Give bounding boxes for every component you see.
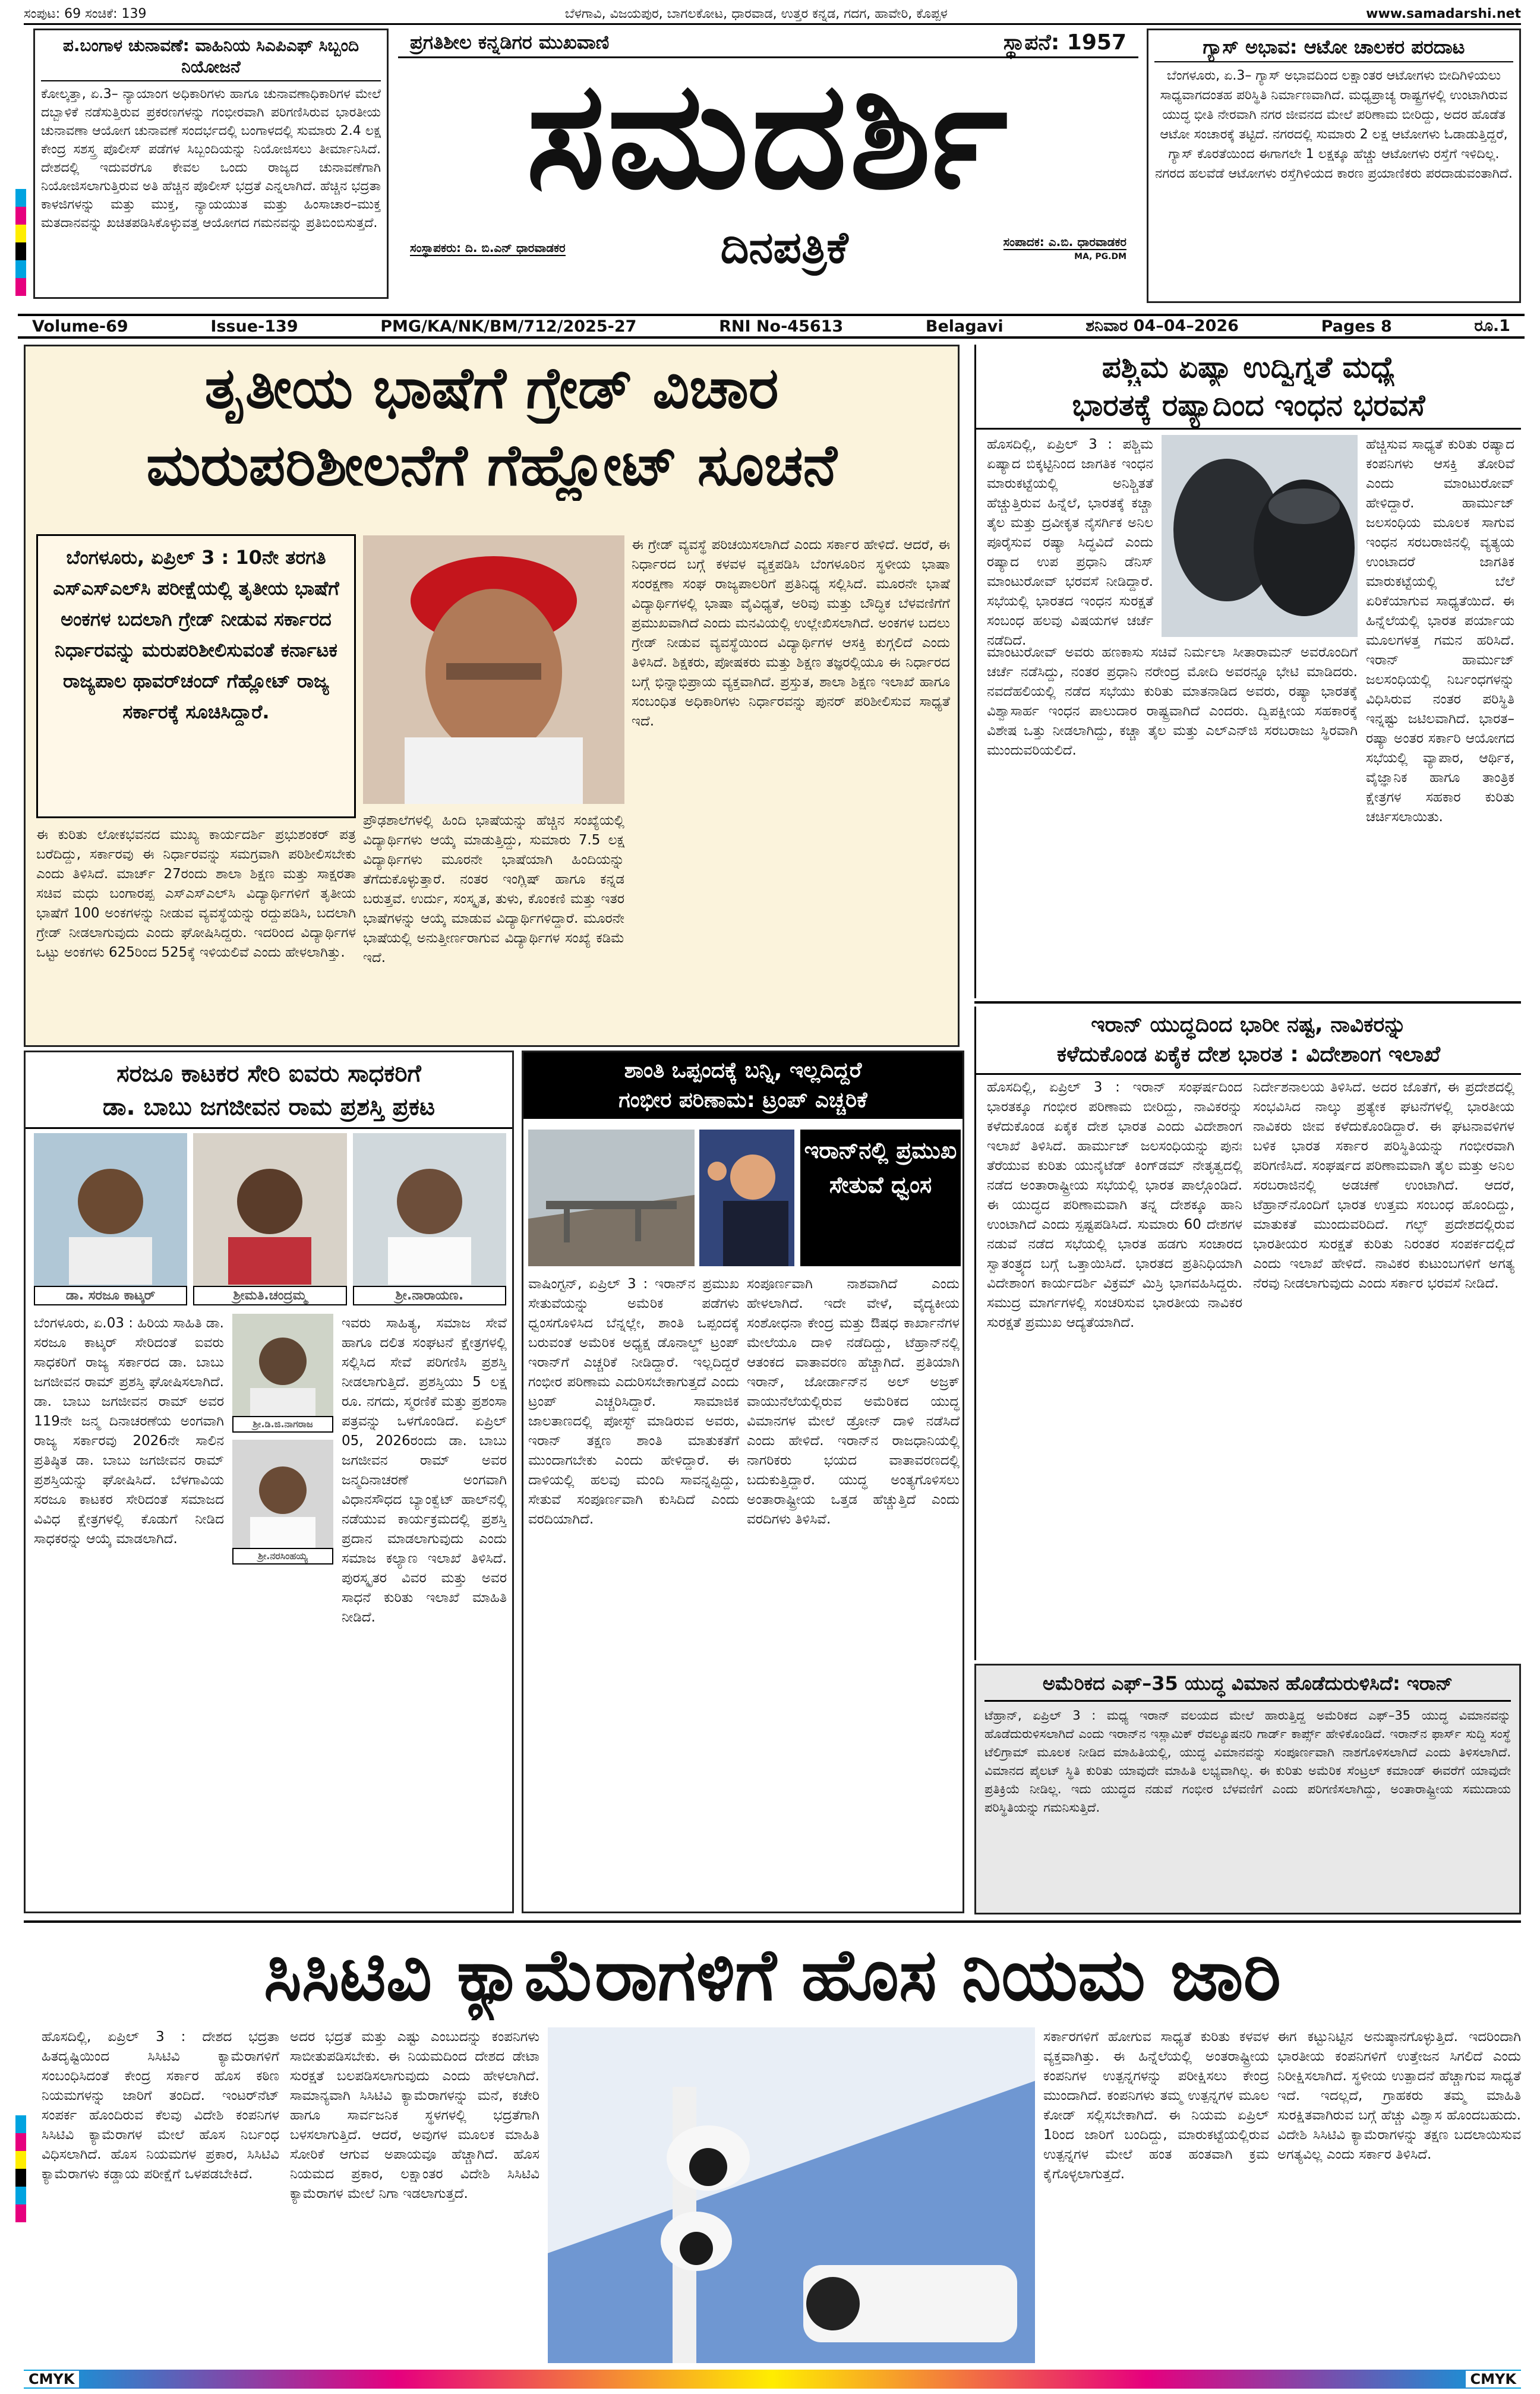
masthead-founder: ಸಂಸ್ಥಾಪಕರು: ದಿ. ಬಿ.ಎನ್ ಧಾರವಾಡಕರ — [410, 240, 566, 255]
person-portrait-icon — [241, 1326, 324, 1421]
person-portrait-icon — [699, 1130, 794, 1266]
info-date: ಶನಿವಾರ 04–04–2026 — [1085, 317, 1239, 335]
masthead-editor-degree: MA, PG.DM — [1074, 252, 1126, 261]
iran-war-headline-2: ಕಳೆದುಕೊಂಡ ಏಕೈಕ ದೇಶ ಭಾರತ : ವಿದೇಶಾಂಗ ಇಲಾಖೆ — [976, 1040, 1521, 1075]
info-rni: RNI No-45613 — [719, 317, 844, 336]
divider — [24, 1920, 1521, 1923]
lead-story — [24, 345, 960, 1047]
masthead-title: ಸಮದರ್ಶಿ — [526, 58, 1011, 219]
photo-chandramma — [193, 1133, 346, 1305]
trump-headline-1: ಶಾಂತಿ ಒಪ್ಪಂದಕ್ಕೆ ಬನ್ನಿ, ಇಲ್ಲದಿದ್ದರೆ — [624, 1058, 862, 1083]
cctv-col-a: ಹೊಸದಿಲ್ಲಿ, ಏಪ್ರಿಲ್ 3 : ದೇಶದ ಭದ್ರತಾ ಹಿತದೃಷ್ಟಿಯಿಂದ ಸಿಸಿಟಿವಿ ಕ್ಯಾಮೆರಾಗಳಿಗೆ ಸಂಬಂಧಿಸಿದಂತೆ ಕೇಂದ್ರ ಸರ್ಕಾರ ಹೊಸ ಕಠಿಣ ನಿಯಮಗಳನ್ನು ಜಾರಿಗೆ ತಂದಿದೆ. ಇಂಟರ್‌ನೆಟ್ ಸಂಪರ್ಕ ಹೊಂದಿರುವ ಕೆಲವು ವಿದೇಶಿ ಕಂಪನಿಗಳ ಸಿಸಿಟಿವಿ ಕ್ಯಾಮೆರಾಗಳ ಮೇಲೆ ಹೊಸ ನಿರ್ಬಂಧ ವಿಧಿಸಲಾಗಿದೆ. ಹೊಸ ನಿಯಮಗಳ ಪ್ರಕಾರ, ಸಿಸಿಟಿವಿ ಕ್ಯಾಮೆರಾಗಳು ಕಡ್ಡಾಯ ಪರೀಕ್ಷೆಗೆ ಒಳಪಡಬೇಕಿದೆ. — [42, 2029, 279, 2182]
west-asia-col-b: ಹೆಚ್ಚಿಸುವ ಸಾಧ್ಯತೆ ಕುರಿತು ರಷ್ಯಾದ ಕಂಪನಿಗಳು ಆಸಕ್ತಿ ತೋರಿವೆ ಎಂದು ಮಾಂಟುರೋವ್ ಹೇಳಿದ್ದಾರೆ. ಹಾರ್ಮುಜ್ ಜಲಸಂಧಿಯ ಮೂಲಕ ಸಾಗುವ ಇಂಧನ ಸರಬರಾಜಿನಲ್ಲಿ ವ್ಯತ್ಯಯ ಉಂಟಾದರೆ ಜಾಗತಿಕ ಮಾರುಕಟ್ಟೆಯಲ್ಲಿ ಬೆಲೆ ಏರಿಕೆಯಾಗುವ ಸಾಧ್ಯತೆಯಿದೆ. ಈ ಹಿನ್ನೆಲೆಯಲ್ಲಿ ಭಾರತ ಪರ್ಯಾಯ ಮೂಲಗಳತ್ತ ಗಮನ ಹರಿಸಿದೆ. ಇರಾನ್ ಹಾರ್ಮುಜ್ ಜಲಸಂಧಿಯಲ್ಲಿ ನಿರ್ಬಂಧಗಳನ್ನು ವಿಧಿಸಿರುವ ನಂತರ ಪರಿಸ್ಥಿತಿ ಇನ್ನಷ್ಟು ಜಟಿಲವಾಗಿದೆ. ಭಾರತ–ರಷ್ಯಾ ಅಂತರ ಸರ್ಕಾರಿ ಆಯೋಗದ ಸಭೆಯಲ್ಲಿ ವ್ಯಾಪಾರ, ಆರ್ಥಿಕ, ವೈಜ್ಞಾನಿಕ ಹಾಗೂ ತಾಂತ್ರಿಕ ಕ್ಷೇತ್ರಗಳ ಸಹಕಾರ ಕುರಿತು ಚರ್ಚಿಸಲಾಯಿತು. — [1366, 437, 1514, 825]
footer-cmyk-left: CMYK — [24, 2371, 79, 2387]
info-registration: PMG/KA/NK/BM/712/2025-27 — [380, 317, 637, 336]
gas-shortage-box — [1147, 29, 1521, 303]
top-strip — [24, 5, 1521, 25]
bengal-election-body: ಕೋಲ್ಕತ್ತಾ, ಏ.3– ನ್ಯಾಯಾಂಗ ಅಧಿಕಾರಿಗಳು ಹಾಗೂ ಚುನಾವಣಾಧಿಕಾರಿಗಳ ಮೇಲೆ ದಬ್ಬಾಳಿಕೆ ನಡೆಸುತ್ತಿರುವ ಪ್ರಕರಣಗಳನ್ನು ಗಂಭೀರವಾಗಿ ಪರಿಗಣಿಸಿರುವ ಭಾರತೀಯ ಚುನಾವಣಾ ಆಯೋಗ ಚುನಾವಣೆ ಸಂದರ್ಭದಲ್ಲಿ ಬಂಗಾಳದಲ್ಲಿ ಸುಮಾರು 2.4 ಲಕ್ಷ ಕೇಂದ್ರ ಸಶಸ್ತ್ರ ಪೊಲೀಸ್ ಪಡೆಗಳ ಸಿಬ್ಬಂದಿಯನ್ನು ನಿಯೋಜಿಸಲು ತೀರ್ಮಾನಿಸಿದೆ. ದೇಶದಲ್ಲಿ ಇದುವರೆಗೂ ಕೇವಲ ಒಂದು ರಾಜ್ಯದ ಚುನಾವಣೆಗಾಗಿ ನಿಯೋಜಿಸಲಾಗುತ್ತಿರುವ ಅತಿ ಹೆಚ್ಚಿನ ಪೊಲೀಸ್ ಭದ್ರತೆ ಎನ್ನಲಾಗಿದೆ. ಹೆಚ್ಚಿನ ಭದ್ರತಾ ಕಾಳಜಿಗಳನ್ನು ಮತ್ತು ಮುಕ್ತ, ನ್ಯಾಯಯುತ ಮತ್ತು ಹಿಂಸಾಚಾರ–ಮುಕ್ತ ಮತದಾನವನ್ನು ಖಚಿತಪಡಿಸಿಕೊಳ್ಳುವತ್ತ ಆಯೋಗದ ಗಮನವನ್ನು ಪ್ರತಿಬಿಂಬಿಸುತ್ತದೆ. — [41, 87, 381, 231]
photo-narayana — [353, 1133, 506, 1305]
divider — [974, 1001, 1521, 1004]
west-asia-headline-1: ಪಶ್ಚಿಮ ಏಷ್ಯಾ ಉದ್ವಿಗ್ನತೆ ಮಧ್ಯೆ — [1102, 350, 1396, 384]
masthead-editor: ಸಂಪಾದಕ: ಎ.ಬಿ. ಧಾರವಾಡಕರ — [1003, 235, 1126, 249]
info-volume: Volume-69 — [32, 317, 128, 336]
footer-cmyk-right: CMYK — [1466, 2371, 1521, 2387]
lead-highlight: ಬೆಂಗಳೂರು, ಏಪ್ರಿಲ್ 3 : 10ನೇ ತರಗತಿ ಎಸ್‌ಎಸ್‌ಎಲ್‌ಸಿ ಪರೀಕ್ಷೆಯಲ್ಲಿ ತೃತೀಯ ಭಾಷೆಗೆ ಅಂಕಗಳ ಬದಲಾಗಿ ಗ್ರೇಡ್ ನೀಡುವ ಸರ್ಕಾರದ ನಿರ್ಧಾರವನ್ನು ಮರುಪರಿಶೀಲಿಸುವಂತೆ ಕರ್ನಾಟಕ ರಾಜ್ಯಪಾಲ ಥಾವರ್‌ಚಂದ್ ಗೆಹ್ಲೋಟ್ ರಾಜ್ಯ ಸರ್ಕಾರಕ್ಕೆ ಸೂಚಿಸಿದ್ದಾರೆ. — [36, 534, 356, 818]
masthead-subtitle: ದಿನಪತ್ರಿಕೆ — [720, 222, 848, 273]
west-asia-col-a: ಹೊಸದಿಲ್ಲಿ, ಏಪ್ರಿಲ್ 3 : ಪಶ್ಚಿಮ ಏಷ್ಯಾದ ಬಿಕ್ಕಟ್ಟಿನಿಂದ ಜಾಗತಿಕ ಇಂಧನ ಮಾರುಕಟ್ಟೆಯಲ್ಲಿ ಅನಿಶ್ಚಿತತೆ ಹೆಚ್ಚುತ್ತಿರುವ ಹಿನ್ನೆಲೆ, ಭಾರತಕ್ಕೆ ಕಚ್ಚಾ ತೈಲ ಮತ್ತು ದ್ರವೀಕೃತ ನೈಸರ್ಗಿಕ ಅನಿಲ ಪೂರೈಸುವ ರಷ್ಯಾ ಸಿದ್ಧವಿದೆ ಎಂದು ರಷ್ಯಾದ ಉಪ ಪ್ರಧಾನಿ ಡೆನಿಸ್ ಮಾಂಟುರೋವ್ ಭರವಸೆ ನೀಡಿದ್ದಾರೆ. ಸಭೆಯಲ್ಲಿ ಭಾರತದ ಇಂಧನ ಸುರಕ್ಷತೆ ಸಂಬಂಧ ಹಲವು ವಿಷಯಗಳ ಚರ್ಚೆ ನಡೆದಿದೆ. — [987, 437, 1153, 648]
person-portrait-icon — [241, 1455, 324, 1550]
masthead — [398, 29, 1138, 309]
person-portrait-icon — [57, 1154, 164, 1285]
f35-headline: ಅಮೆರಿಕದ ಎಫ್–35 ಯುದ್ಧ ವಿಮಾನ ಹೊಡೆದುರುಳಿಸಿದೆ: ಇರಾನ್ — [984, 1670, 1511, 1702]
lead-headline-1: ತೃತೀಯ ಭಾಷೆಗೆ ಗ್ರೇಡ್ ವಿಚಾರ — [204, 355, 779, 421]
info-price: ರೂ.1 — [1474, 317, 1510, 335]
bridge-destroyed-inset: ಇರಾನ್‌ನಲ್ಲಿ ಪ್ರಮುಖ ಸೇತುವೆ ಧ್ವಂಸ — [800, 1130, 961, 1266]
caption-nagaraj: ಶ್ರೀ.ಡಿ.ಜಿ.ನಾಗರಾಜ — [232, 1416, 333, 1433]
iran-war-col-b: ನಿರ್ದೇಶನಾಲಯ ತಿಳಿಸಿದೆ. ಅದರ ಜೊತೆಗೆ, ಈ ಪ್ರದೇಶದಲ್ಲಿ ಸಂಭವಿಸಿದ ನಾಲ್ಕು ಪ್ರತ್ಯೇಕ ಘಟನೆಗಳಲ್ಲಿ ಭಾರತೀಯ ನಾವಿಕರು ಜೀವ ಕಳೆದುಕೊಂಡಿದ್ದಾರೆ. ಈ ಘಟನಾವಳಿಗಳ ಬಳಿಕ ಭಾರತ ಸರ್ಕಾರ ಪರಿಸ್ಥಿತಿಯನ್ನು ಗಂಭೀರವಾಗಿ ಪರಿಗಣಿಸಿದೆ. ಸಂಘರ್ಷದ ಪರಿಣಾಮವಾಗಿ ತೈಲ ಮತ್ತು ಅನಿಲ ಸರಬರಾಜಿನಲ್ಲಿ ಅಡಚಣೆ ಉಂಟಾಗಿದೆ. ಆದರೆ, ಟೆಹ್ರಾನ್‌ನೊಂದಿಗೆ ಭಾರತ ಉತ್ತಮ ಸಂಬಂಧ ಹೊಂದಿದ್ದು, ಮಾತುಕತೆ ಮುಂದುವರಿದಿದೆ. ಗಲ್ಫ್ ಪ್ರದೇಶದಲ್ಲಿರುವ ಭಾರತೀಯರ ಸುರಕ್ಷತೆ ಕುರಿತು ನಿರಂತರ ಸಂಪರ್ಕದಲ್ಲಿದೆ ಎಂದು ಇಲಾಖೆ ಹೇಳಿದೆ. ನಾವಿಕರ ಕುಟುಂಬಗಳಿಗೆ ಅಗತ್ಯ ನೆರವು ನೀಡಲಾಗುವುದು ಎಂದು ಸರ್ಕಾರ ಭರವಸೆ ನೀಡಿದೆ. — [1253, 1080, 1514, 1291]
info-issue: Issue-139 — [210, 317, 298, 336]
west-asia-headline-2: ಭಾರತಕ್ಕೆ ರಷ್ಯಾದಿಂದ ಇಂಧನ ಭರವಸೆ — [976, 386, 1521, 430]
photo-narasimhaiah — [232, 1440, 333, 1565]
bengal-election-box — [33, 29, 389, 299]
west-asia-col-c: ಮಾಂಟುರೋವ್ ಅವರು ಹಣಕಾಸು ಸಚಿವೆ ನಿರ್ಮಲಾ ಸೀತಾರಾಮನ್ ಅವರೊಂದಿಗೆ ಚರ್ಚೆ ನಡೆಸಿದ್ದು, ನಂತರ ಪ್ರಧಾನಿ ನರೇಂದ್ರ ಮೋದಿ ಅವರನ್ನೂ ಭೇಟಿ ಮಾಡಿದರು. ನವದೆಹಲಿಯಲ್ಲಿ ನಡೆದ ಸಭೆಯು ಕುರಿತು ಮಾತನಾಡಿದ ಅವರು, ರಷ್ಯಾ ಭಾರತಕ್ಕೆ ವಿಶ್ವಾಸಾರ್ಹ ಇಂಧನ ಪಾಲುದಾರ ರಾಷ್ಟ್ರವಾಗಿದೆ ಎಂದರು. ದ್ವಿಪಕ್ಷೀಯ ಸಹಕಾರಕ್ಕೆ ವಿಶೇಷ ಒತ್ತು ನೀಡಲಾಗಿದ್ದು, ಕಚ್ಚಾ ತೈಲ ಮತ್ತು ಎಲ್‌ಎನ್‌ಜಿ ಸರಬರಾಜು ಸ್ಥಿರವಾಗಿ ಮುಂದುವರಿಯಲಿದೆ. — [987, 645, 1358, 758]
iran-war-headline-1: ಇರಾನ್ ಯುದ್ಧದಿಂದ ಭಾರೀ ನಷ್ಟ, ನಾವಿಕರನ್ನು — [1091, 1013, 1406, 1037]
trump-col-b: ಸಂಪೂರ್ಣವಾಗಿ ನಾಶವಾಗಿದೆ ಎಂದು ಹೇಳಲಾಗಿದೆ. ಇದೇ ವೇಳೆ, ವೈದ್ಯಕೀಯ ಸಂಶೋಧನಾ ಕೇಂದ್ರ ಮತ್ತು ಔಷಧ ಕಾರ್ಖಾನೆಗಳ ಮೇಲೆಯೂ ದಾಳಿ ನಡೆದಿದ್ದು, ಟೆಹ್ರಾನ್‌ನಲ್ಲಿ ಆತಂಕದ ವಾತಾವರಣ ಹೆಚ್ಚಾಗಿದೆ. ಪ್ರತಿಯಾಗಿ ಇರಾನ್, ಜೋರ್ಡಾನ್‌ನ ಅಲ್ ಅಜ್ರಕ್ ವಾಯುನೆಲೆಯಲ್ಲಿರುವ ಅಮೆರಿಕದ ಯುದ್ಧ ವಿಮಾನಗಳ ಮೇಲೆ ಡ್ರೋನ್ ದಾಳಿ ನಡೆಸಿದೆ ಎಂದು ಹೇಳಿದೆ. ಇರಾನ್‌ನ ರಾಜಧಾನಿಯಲ್ಲಿ ನಾಗರಿಕರು ಭಯದ ವಾತಾವರಣದಲ್ಲಿ ಬದುಕುತ್ತಿದ್ದಾರೆ. ಯುದ್ಧ ಅಂತ್ಯಗೊಳಿಸಲು ಅಂತಾರಾಷ್ಟ್ರೀಯ ಒತ್ತಡ ಹೆಚ್ಚುತ್ತಿದೆ ಎಂದು ವರದಿಗಳು ತಿಳಿಸಿವೆ. — [747, 1276, 960, 1527]
edition-districts: ಬೆಳಗಾವಿ, ವಿಜಯಪುರ, ಬಾಗಲಕೋಟ, ಧಾರವಾಡ, ಉತ್ತರ ಕನ್ನಡ, ಗದಗ, ಹಾವೇರಿ, ಕೊಪ್ಪಳ — [564, 7, 948, 21]
gas-shortage-body: ಬೆಂಗಳೂರು, ಏ.3– ಗ್ಯಾಸ್ ಅಭಾವದಿಂದ ಲಕ್ಷಾಂತರ ಆಟೋಗಳು ಬೀದಿಗಿಳಿಯಲು ಸಾಧ್ಯವಾಗದಂತಹ ಪರಿಸ್ಥಿತಿ ನಿರ್ಮಾಣವಾಗಿದೆ. ಮಧ್ಯಪ್ರಾಚ್ಯ ರಾಷ್ಟ್ರಗಳಲ್ಲಿ ಉಂಟಾಗಿರುವ ಯುದ್ಧ ಭೀತಿ ನೇರವಾಗಿ ನಗರ ಜೀವನದ ಮೇಲೆ ಪರಿಣಾಮ ಬೀರಿದ್ದು, ಅದರ ಹೊಡೆತ ಆಟೋ ಸಂಚಾರಕ್ಕೆ ತಟ್ಟಿದೆ. ನಗರದಲ್ಲಿ ಸುಮಾರು 2 ಲಕ್ಷ ಆಟೋಗಳು ಓಡಾಡುತ್ತಿದ್ದರೆ, ಗ್ಯಾಸ್ ಕೊರತೆಯಿಂದ ಈಗಾಗಲೇ 1 ಲಕ್ಷಕ್ಕೂ ಹೆಚ್ಚು ಆಟೋಗಳು ರಸ್ತೆಗೆ ಇಳಿದಿಲ್ಲ. ನಗರದ ಹಲವೆಡೆ ಆಟೋಗಳು ರಸ್ತೆಗಿಳಿಯದ ಕಾರಣ ಪ್ರಯಾಣಿಕರು ಪರದಾಡುವಂತಾಗಿದೆ. — [1155, 68, 1513, 181]
caption-narayana: ಶ್ರೀ.ನಾರಾಯಣ. — [353, 1286, 506, 1305]
caption-narasimhaiah: ಶ್ರೀ.ನರಸಿಂಹಯ್ಯ — [232, 1548, 333, 1565]
cctv-camera-photo — [548, 2027, 1035, 2363]
cctv-col-c: ಸರ್ಕಾರಗಳಿಗೆ ಹೋಗುವ ಸಾಧ್ಯತೆ ಕುರಿತು ಕಳವಳ ವ್ಯಕ್ತವಾಗಿತ್ತು. ಈ ಹಿನ್ನೆಲೆಯಲ್ಲಿ ಅಂತರಾಷ್ಟ್ರೀಯ ಕಂಪನಿಗಳ ಉತ್ಪನ್ನಗಳನ್ನು ಪರೀಕ್ಷಿಸಲು ಕೇಂದ್ರ ಮುಂದಾಗಿದೆ. ಕಂಪನಿಗಳು ತಮ್ಮ ಉತ್ಪನ್ನಗಳ ಮೂಲ ಕೋಡ್ ಸಲ್ಲಿಸಬೇಕಾಗಿದೆ. ಈ ನಿಯಮ ಏಪ್ರಿಲ್ 1ರಿಂದ ಜಾರಿಗೆ ಬಂದಿದ್ದು, ಮಾರುಕಟ್ಟೆಯಲ್ಲಿರುವ ಉತ್ಪನ್ನಗಳ ಮೇಲೆ ಹಂತ ಹಂತವಾಗಿ ಕ್ರಮ ಕೈಗೊಳ್ಳಲಾಗುತ್ತದೆ. — [1043, 2029, 1269, 2182]
award-col-b: ಇವರು ಸಾಹಿತ್ಯ, ಸಮಾಜ ಸೇವೆ ಹಾಗೂ ದಲಿತ ಸಂಘಟನೆ ಕ್ಷೇತ್ರಗಳಲ್ಲಿ ಸಲ್ಲಿಸಿದ ಸೇವೆ ಪರಿಗಣಿಸಿ ಪ್ರಶಸ್ತಿ ನೀಡಲಾಗುತ್ತಿದೆ. ಪ್ರಶಸ್ತಿಯು 5 ಲಕ್ಷ ರೂ. ನಗದು, ಸ್ಮರಣಿಕೆ ಮತ್ತು ಪ್ರಶಂಸಾ ಪತ್ರವನ್ನು ಒಳಗೊಂಡಿದೆ. ಏಪ್ರಿಲ್ 05, 2026ರಂದು ಡಾ. ಬಾಬು ಜಗಜೀವನ ರಾಮ್ ಅವರ ಜನ್ಮದಿನಾಚರಣೆ ಅಂಗವಾಗಿ ವಿಧಾನಸೌಧದ ಬ್ಯಾಂಕ್ವೆಟ್ ಹಾಲ್‌ನಲ್ಲಿ ನಡೆಯುವ ಕಾರ್ಯಕ್ರಮದಲ್ಲಿ ಪ್ರಶಸ್ತಿ ಪ್ರದಾನ ಮಾಡಲಾಗುವುದು ಎಂದು ಸಮಾಜ ಕಲ್ಯಾಣ ಇಲಾಖೆ ತಿಳಿಸಿದೆ. ಪುರಸ್ಕೃತರ ವಿವರ ಮತ್ತು ಅವರ ಸಾಧನೆ ಕುರಿತು ಇಲಾಖೆ ಮಾಹಿತಿ ನೀಡಿದೆ. — [342, 1316, 507, 1625]
footer-bar — [24, 2370, 1521, 2389]
masthead-established: ಸ್ಥಾಪನೆ: 1957 — [1003, 30, 1126, 55]
trump-story — [522, 1051, 964, 1913]
website-link[interactable]: www.samadarshi.net — [1366, 7, 1521, 21]
masthead-tagline: ಪ್ರಗತಿಶೀಲ ಕನ್ನಡಿಗರ ಮುಖವಾಣಿ — [410, 31, 610, 53]
lead-headline-2: ಮರುಪರಿಶೀಲನೆಗೆ ಗೆಹ್ಲೋಟ್ ಸೂಚನೆ — [146, 432, 837, 499]
info-pages: Pages 8 — [1321, 317, 1392, 336]
trump-photo — [699, 1130, 794, 1266]
caption-sarju-katkar: ಡಾ. ಸರಜೂ ಕಾಟ್ಕರ್ — [34, 1286, 187, 1305]
info-bar — [18, 314, 1525, 339]
lead-col-b: ಪ್ರೌಢಶಾಲೆಗಳಲ್ಲಿ ಹಿಂದಿ ಭಾಷೆಯನ್ನು ಹೆಚ್ಚಿನ ಸಂಖ್ಯೆಯಲ್ಲಿ ವಿದ್ಯಾರ್ಥಿಗಳು ಆಯ್ಕೆ ಮಾಡುತ್ತಿದ್ದು, ಸುಮಾರು 7.5 ಲಕ್ಷ ವಿದ್ಯಾರ್ಥಿಗಳು ಮೂರನೇ ಭಾಷೆಯಾಗಿ ಹಿಂದಿಯನ್ನು ತೆಗೆದುಕೊಳ್ಳುತ್ತಾರೆ. ನಂತರ ಇಂಗ್ಲಿಷ್ ಹಾಗೂ ಕನ್ನಡ ಬರುತ್ತವೆ. ಉರ್ದು, ಸಂಸ್ಕೃತ, ತುಳು, ಕೊಂಕಣಿ ಮತ್ತು ಇತರ ಭಾಷೆಗಳನ್ನು ಆಯ್ಕೆ ಮಾಡುವ ವಿದ್ಯಾರ್ಥಿಗಳಿದ್ದಾರೆ. ಮೂರನೇ ಭಾಷೆಯಲ್ಲಿ ಅನುತ್ತೀರ್ಣರಾಗುವ ವಿದ್ಯಾರ್ಥಿಗಳ ಸಂಖ್ಯೆ ಕಡಿಮೆ ಇದೆ. — [363, 813, 624, 966]
oil-barrel-icon — [1162, 435, 1358, 637]
bridge-photo — [528, 1130, 695, 1266]
trump-headline-box — [523, 1052, 962, 1119]
photo-sarju-katkar — [34, 1133, 187, 1305]
person-portrait-icon — [363, 535, 624, 804]
bengal-election-headline: ಪ.ಬಂಗಾಳ ಚುನಾವಣೆ: ವಾಹಿನಿಯ ಸಿಎಪಿಎಫ್ ಸಿಬ್ಬಂದಿ ನಿಯೋಜನೆ — [41, 35, 381, 81]
registration-marks-top — [15, 189, 26, 296]
registration-marks-bottom — [15, 2115, 26, 2222]
award-col-a: ಬೆಂಗಳೂರು, ಏ.03 : ಹಿರಿಯ ಸಾಹಿತಿ ಡಾ. ಸರಜೂ ಕಾಟ್ಕರ್ ಸೇರಿದಂತೆ ಐವರು ಸಾಧಕರಿಗೆ ರಾಜ್ಯ ಸರ್ಕಾರದ ಡಾ. ಬಾಬು ಜಗಜೀವನ ರಾಮ್ ಪ್ರಶಸ್ತಿ ಘೋಷಿಸಲಾಗಿದೆ. ಡಾ. ಬಾಬು ಜಗಜೀವನ ರಾಮ್ ಅವರ 119ನೇ ಜನ್ಮ ದಿನಾಚರಣೆಯ ಅಂಗವಾಗಿ ರಾಜ್ಯ ಸರ್ಕಾರವು 2026ನೇ ಸಾಲಿನ ಪ್ರತಿಷ್ಠಿತ ಡಾ. ಬಾಬು ಜಗಜೀವನ ರಾಮ್ ಪ್ರಶಸ್ತಿಯನ್ನು ಘೋಷಿಸಿದೆ. ಬೆಳಗಾವಿಯ ಸರಜೂ ಕಾಟಕರ ಸೇರಿದಂತೆ ಸಮಾಜದ ವಿವಿಧ ಕ್ಷೇತ್ರಗಳಲ್ಲಿ ಕೊಡುಗೆ ನೀಡಿದ ಸಾಧಕರನ್ನು ಆಯ್ಕೆ ಮಾಡಲಾಗಿದೆ. — [34, 1316, 224, 1547]
lead-col-a: ಈ ಕುರಿತು ಲೋಕಭವನದ ಮುಖ್ಯ ಕಾರ್ಯದರ್ಶಿ ಪ್ರಭುಶಂಕರ್ ಪತ್ರ ಬರೆದಿದ್ದು, ಸರ್ಕಾರವು ಈ ನಿರ್ಧಾರವನ್ನು ಸಮಗ್ರವಾಗಿ ಪರಿಶೀಲಿಸಬೇಕು ಎಂದು ತಿಳಿಸಿದೆ. ಮಾರ್ಚ್ 27ರಂದು ಶಾಲಾ ಶಿಕ್ಷಣ ಮತ್ತು ಸಾಕ್ಷರತಾ ಸಚಿವ ಮಧು ಬಂಗಾರಪ್ಪ ಎಸ್‌ಎಸ್‌ಎಲ್‌ಸಿ ವಿದ್ಯಾರ್ಥಿಗಳಿಗೆ ತೃತೀಯ ಭಾಷೆಗೆ 100 ಅಂಕಗಳನ್ನು ನೀಡುವ ವ್ಯವಸ್ಥೆಯನ್ನು ರದ್ದುಪಡಿಸಿ, ಬದಲಾಗಿ ಗ್ರೇಡ್ ನೀಡಲಾಗುವುದು ಎಂದು ಘೋಷಿಸಿದ್ದರು. ಇದರಿಂದ ವಿದ್ಯಾರ್ಥಿಗಳ ಒಟ್ಟು ಅಂಕಗಳು 625ರಿಂದ 525ಕ್ಕೆ ಇಳಿಯಲಿವೆ ಎಂದು ಹೇಳಲಾಗಿತ್ತು. — [36, 827, 356, 960]
award-story — [24, 1051, 514, 1913]
person-portrait-icon — [376, 1154, 483, 1285]
award-headline-2: ಡಾ. ಬಾಬು ಜಗಜೀವನ ರಾಮ ಪ್ರಶಸ್ತಿ ಪ್ರಕಟ — [26, 1090, 512, 1129]
cctv-headline: ಸಿಸಿಟಿವಿ ಕ್ಯಾಮೆರಾಗಳಿಗೆ ಹೊಸ ನಿಯಮ ಜಾರಿ — [264, 1934, 1281, 2017]
person-portrait-icon — [216, 1154, 323, 1285]
volume-issue-kn: ಸಂಪುಟ: 69 ಸಂಚಿಕೆ: 139 — [24, 7, 147, 21]
bridge-icon — [528, 1130, 695, 1266]
west-asia-story — [974, 345, 1521, 998]
iran-war-story — [974, 1007, 1521, 1660]
gas-shortage-headline: ಗ್ಯಾಸ್ ಅಭಾವ: ಆಟೋ ಚಾಲಕರ ಪರದಾಟ — [1154, 35, 1513, 62]
caption-chandramma: ಶ್ರೀಮತಿ.ಚಂದ್ರಮ್ಮ — [193, 1286, 346, 1305]
trump-col-a: ವಾಷಿಂಗ್ಟನ್, ಏಪ್ರಿಲ್ 3 : ಇರಾನ್‌ನ ಪ್ರಮುಖ ಸೇತುವೆಯನ್ನು ಅಮೆರಿಕ ಪಡೆಗಳು ಧ್ವಂಸಗೊಳಿಸಿದ ಬೆನ್ನಲ್ಲೇ, ಶಾಂತಿ ಒಪ್ಪಂದಕ್ಕೆ ಬರುವಂತೆ ಅಮೆರಿಕ ಅಧ್ಯಕ್ಷ ಡೊನಾಲ್ಡ್ ಟ್ರಂಪ್ ಇರಾನ್‌ಗೆ ಎಚ್ಚರಿಕೆ ನೀಡಿದ್ದಾರೆ. ಇಲ್ಲದಿದ್ದರೆ ಗಂಭೀರ ಪರಿಣಾಮ ಎದುರಿಸಬೇಕಾಗುತ್ತದೆ ಎಂದು ಟ್ರಂಪ್ ಎಚ್ಚರಿಸಿದ್ದಾರೆ. ಸಾಮಾಜಿಕ ಜಾಲತಾಣದಲ್ಲಿ ಪೋಸ್ಟ್ ಮಾಡಿರುವ ಅವರು, ಇರಾನ್ ತಕ್ಷಣ ಶಾಂತಿ ಮಾತುಕತೆಗೆ ಮುಂದಾಗಬೇಕು ಎಂದು ಹೇಳಿದ್ದಾರೆ. ಈ ದಾಳಿಯಲ್ಲಿ ಹಲವು ಮಂದಿ ಸಾವನ್ನಪ್ಪಿದ್ದು, ಸೇತುವೆ ಸಂಪೂರ್ಣವಾಗಿ ಕುಸಿದಿದೆ ಎಂದು ವರದಿಯಾಗಿದೆ. — [528, 1276, 739, 1527]
cctv-camera-icon — [548, 2027, 1035, 2363]
info-place: Belagavi — [925, 317, 1003, 336]
photo-nagaraj — [232, 1314, 333, 1433]
iran-war-col-a: ಹೊಸದಿಲ್ಲಿ, ಏಪ್ರಿಲ್ 3 : ಇರಾನ್ ಸಂಘರ್ಷದಿಂದ ಭಾರತಕ್ಕೂ ಗಂಭೀರ ಪರಿಣಾಮ ಬೀರಿದ್ದು, ನಾವಿಕರನ್ನು ಕಳೆದುಕೊಂಡ ಏಕೈಕ ದೇಶ ಭಾರತ ಎಂದು ವಿದೇಶಾಂಗ ಇಲಾಖೆ ತಿಳಿಸಿದೆ. ಹಾರ್ಮುಜ್ ಜಲಸಂಧಿಯನ್ನು ಪುನಃ ತೆರೆಯುವ ಕುರಿತು ಯುನೈಟೆಡ್ ಕಿಂಗ್‌ಡಮ್ ನೇತೃತ್ವದಲ್ಲಿ ನಡೆದ ಅಂತಾರಾಷ್ಟ್ರೀಯ ಸಭೆಯಲ್ಲಿ ಭಾರತ ಪಾಲ್ಗೊಂಡಿದೆ. ಈ ಯುದ್ಧದ ಪರಿಣಾಮವಾಗಿ ತನ್ನ ದೇಶಕ್ಕೂ ಹಾನಿ ಉಂಟಾಗಿದೆ ಎಂದು ಸ್ಪಷ್ಟಪಡಿಸಿದೆ. ಸುಮಾರು 60 ದೇಶಗಳ ನಡುವೆ ನಡೆದ ಸಭೆಯಲ್ಲಿ ಭಾರತ ಹಡಗು ಸಂಚಾರದ ಸ್ವಾತಂತ್ರ್ಯದ ಬಗ್ಗೆ ಒತ್ತಾಯಿಸಿದೆ. ಭಾರತದ ಪ್ರತಿನಿಧಿಯಾಗಿ ವಿದೇಶಾಂಗ ಕಾರ್ಯದರ್ಶಿ ವಿಕ್ರಮ್ ಮಿಸ್ರಿ ಭಾಗವಹಿಸಿದ್ದರು. ಸಮುದ್ರ ಮಾರ್ಗಗಳಲ್ಲಿ ಸಂಚರಿಸುವ ಭಾರತೀಯ ನಾವಿಕರ ಸುರಕ್ಷತೆ ಪ್ರಮುಖ ಆದ್ಯತೆಯಾಗಿದೆ. — [987, 1080, 1242, 1330]
trump-headline-2: ಗಂಭೀರ ಪರಿಣಾಮ: ಟ್ರಂಪ್ ಎಚ್ಚರಿಕೆ — [618, 1088, 867, 1112]
award-headline-1: ಸರಜೂ ಕಾಟಕರ ಸೇರಿ ಐವರು ಸಾಧಕರಿಗೆ — [116, 1060, 421, 1087]
cctv-col-d: ಈಗ ಕಟ್ಟುನಿಟ್ಟಿನ ಅನುಷ್ಠಾನಗೊಳ್ಳುತ್ತಿದೆ. ಇದರಿಂದಾಗಿ ಭಾರತೀಯ ಕಂಪನಿಗಳಿಗೆ ಉತ್ತೇಜನ ಸಿಗಲಿದೆ ಎಂದು ನಿರೀಕ್ಷಿಸಲಾಗಿದೆ. ಸ್ಥಳೀಯ ಉತ್ಪಾದನೆ ಹೆಚ್ಚಾಗುವ ಸಾಧ್ಯತೆ ಇದೆ. ಇದಲ್ಲದೆ, ಗ್ರಾಹಕರು ತಮ್ಮ ಮಾಹಿತಿ ಸುರಕ್ಷಿತವಾಗಿರುವ ಬಗ್ಗೆ ಹೆಚ್ಚು ವಿಶ್ವಾಸ ಹೊಂದಬಹುದು. ವಿದೇಶಿ ಸಿಸಿಟಿವಿ ಕ್ಯಾಮೆರಾಗಳನ್ನು ತಕ್ಷಣ ಬದಲಾಯಿಸುವ ಅಗತ್ಯವಿಲ್ಲ ಎಂದು ಸರ್ಕಾರ ತಿಳಿಸಿದೆ. — [1277, 2029, 1521, 2162]
cctv-col-b: ಅದರ ಭದ್ರತೆ ಮತ್ತು ಎಷ್ಟು ಎಂಬುದನ್ನು ಕಂಪನಿಗಳು ಸಾಬೀತುಪಡಿಸಬೇಕು. ಈ ನಿಯಮದಿಂದ ದೇಶದ ಡೇಟಾ ಸುರಕ್ಷತೆ ಬಲಪಡಿಸಲಾಗುವುದು ಎಂದು ಹೇಳಲಾಗಿದೆ. ಸಾಮಾನ್ಯವಾಗಿ ಸಿಸಿಟಿವಿ ಕ್ಯಾಮೆರಾಗಳನ್ನು ಮನೆ, ಕಚೇರಿ ಹಾಗೂ ಸಾರ್ವಜನಿಕ ಸ್ಥಳಗಳಲ್ಲಿ ಭದ್ರತೆಗಾಗಿ ಬಳಸಲಾಗುತ್ತಿದೆ. ಆದರೆ, ಅವುಗಳ ಮೂಲಕ ಮಾಹಿತಿ ಸೋರಿಕೆ ಆಗುವ ಅಪಾಯವೂ ಹೆಚ್ಚಾಗಿದೆ. ಹೊಸ ನಿಯಮದ ಪ್ರಕಾರ, ಲಕ್ಷಾಂತರ ವಿದೇಶಿ ಸಿಸಿಟಿವಿ ಕ್ಯಾಮೆರಾಗಳ ಮೇಲೆ ನಿಗಾ ಇಡಲಾಗುತ್ತದೆ. — [290, 2029, 539, 2201]
lead-col-c: ಈ ಗ್ರೇಡ್ ವ್ಯವಸ್ಥೆ ಪರಿಚಯಿಸಲಾಗಿದೆ ಎಂದು ಸರ್ಕಾರ ಹೇಳಿದೆ. ಆದರೆ, ಈ ನಿರ್ಧಾರದ ಬಗ್ಗೆ ಕಳವಳ ವ್ಯಕ್ತಪಡಿಸಿ ಬೆಂಗಳೂರಿನ ಸ್ಥಳೀಯ ಭಾಷಾ ಸಂರಕ್ಷಣಾ ಸಂಘ ರಾಜ್ಯಪಾಲರಿಗೆ ಪ್ರತಿನಿಧ್ಯ ಸಲ್ಲಿಸಿದೆ. ಮೂರನೇ ಭಾಷೆ ವಿದ್ಯಾರ್ಥಿಗಳಲ್ಲಿ ಭಾಷಾ ವೈವಿಧ್ಯತೆ, ಅರಿವು ಮತ್ತು ಬೌದ್ಧಿಕ ಬೆಳವಣಿಗೆಗೆ ಪ್ರಮುಖವಾಗಿದೆ ಎಂದು ಮನವಿಯಲ್ಲಿ ಉಲ್ಲೇಖಿಸಲಾಗಿದೆ. ಅಂಕಗಳ ಬದಲು ಗ್ರೇಡ್ ನೀಡುವ ವ್ಯವಸ್ಥೆಯಿಂದ ವಿದ್ಯಾರ್ಥಿಗಳ ಆಸಕ್ತಿ ಕುಗ್ಗಲಿದೆ ಎಂದು ತಿಳಿಸಿದೆ. ಶಿಕ್ಷಕರು, ಪೋಷಕರು ಮತ್ತು ಶಿಕ್ಷಣ ತಜ್ಞರಲ್ಲಿಯೂ ಈ ನಿರ್ಧಾರದ ಬಗ್ಗೆ ಭಿನ್ನಾಭಿಪ್ರಾಯ ವ್ಯಕ್ತವಾಗಿದೆ. ಪ್ರಸ್ತುತ, ಶಾಲಾ ಶಿಕ್ಷಣ ಇಲಾಖೆ ಹಾಗೂ ಸಂಬಂಧಿತ ಅಧಿಕಾರಿಗಳು ನಿರ್ಧಾರವನ್ನು ಪುನರ್ ಪರಿಶೀಲಿಸುವ ಸಾಧ್ಯತೆ ಇದೆ. — [632, 537, 950, 729]
governor-photo — [363, 535, 624, 804]
f35-story — [974, 1664, 1521, 1914]
oil-barrels-photo — [1162, 435, 1358, 637]
f35-body: ಟೆಹ್ರಾನ್, ಏಪ್ರಿಲ್ 3 : ಮಧ್ಯ ಇರಾನ್ ವಲಯದ ಮೇಲೆ ಹಾರುತ್ತಿದ್ದ ಅಮೆರಿಕದ ಎಫ್–35 ಯುದ್ಧ ವಿಮಾನವನ್ನು ಹೊಡೆದುರುಳಿಸಲಾಗಿದೆ ಎಂದು ಇರಾನ್‌ನ ಇಸ್ಲಾಮಿಕ್ ರೆವಲ್ಯೂಷನರಿ ಗಾರ್ಡ್ ಕಾರ್ಪ್ಸ್ ಹೇಳಿಕೊಂಡಿದೆ. ಇರಾನ್‌ನ ಫಾರ್ಸ್ ಸುದ್ದಿ ಸಂಸ್ಥೆ ಟೆಲಿಗ್ರಾಮ್ ಮೂಲಕ ನೀಡಿದ ಮಾಹಿತಿಯಲ್ಲಿ, ಯುದ್ಧ ವಿಮಾನವನ್ನು ಸಂಪೂರ್ಣವಾಗಿ ನಾಶಗೊಳಿಸಲಾಗಿದೆ ಎಂದು ತಿಳಿಸಲಾಗಿದೆ. ವಿಮಾನದ ಪೈಲಟ್ ಸ್ಥಿತಿ ಕುರಿತು ಯಾವುದೇ ಮಾಹಿತಿ ಲಭ್ಯವಾಗಿಲ್ಲ. ಈ ಕುರಿತು ಅಮೆರಿಕ ಸೆಂಟ್ರಲ್ ಕಮಾಂಡ್ ಈವರೆಗೆ ಯಾವುದೇ ಪ್ರತಿಕ್ರಿಯೆ ನೀಡಿಲ್ಲ. ಇದು ಯುದ್ಧದ ನಡುವೆ ಗಂಭೀರ ಬೆಳವಣಿಗೆ ಎಂದು ಪರಿಗಣಿಸಲಾಗಿದ್ದು, ಅಂತಾರಾಷ್ಟ್ರೀಯ ಸಮುದಾಯ ಪರಿಸ್ಥಿತಿಯನ್ನು ಗಮನಿಸುತ್ತಿದೆ. — [984, 1708, 1511, 1815]
